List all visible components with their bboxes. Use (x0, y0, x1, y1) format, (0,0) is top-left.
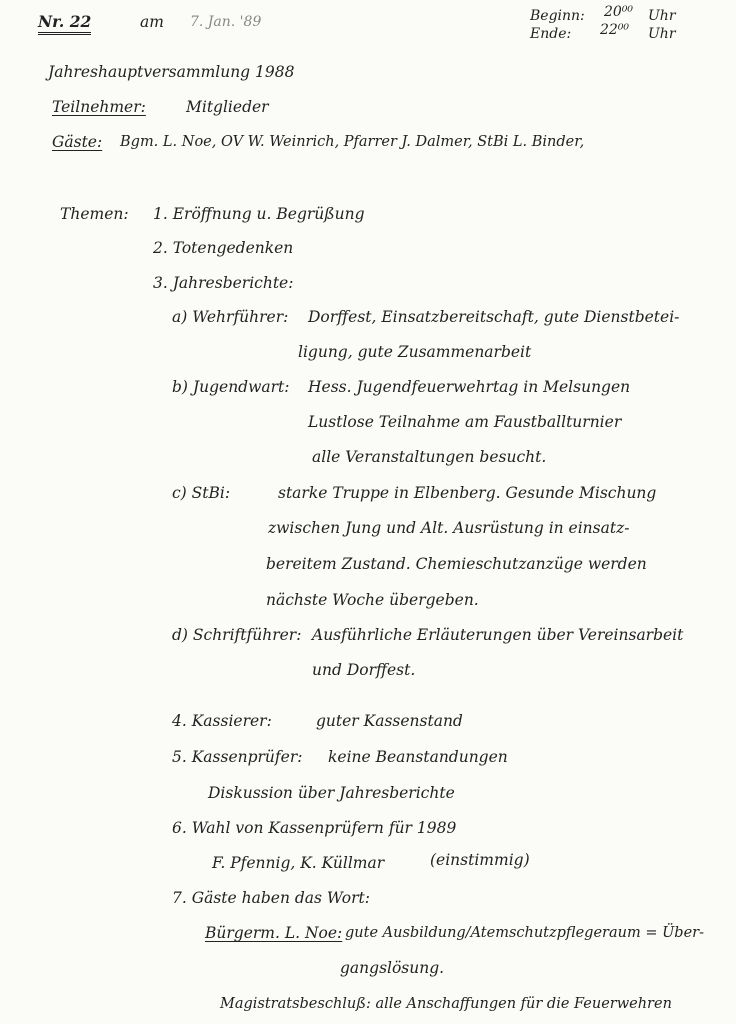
item-3b-line2: Lustlose Teilnahme am Faustballturnier (308, 413, 622, 431)
participants-label: Teilnehmer: (52, 98, 146, 116)
item-3b-line3: alle Veranstaltungen besucht. (312, 448, 547, 466)
guests-label: Gäste: (52, 133, 103, 151)
number-value: 22 (69, 12, 92, 31)
item-3: 3. Jahresberichte: (153, 274, 294, 292)
item-4-text: guter Kassenstand (316, 712, 463, 730)
ende-time: 22⁰⁰ (600, 22, 630, 38)
item-1: 1. Eröffnung u. Begrüßung (153, 205, 365, 223)
guests-value: Bgm. L. Noe, OV W. Weinrich, Pfarrer J. Dalmer, StBi L. Binder, (120, 134, 585, 150)
item-3d-label: d) Schriftführer: (172, 626, 302, 644)
item-3a-label: a) Wehrführer: (172, 308, 289, 326)
item-5-label: 5. Kassenprüfer: (172, 748, 303, 766)
item-3c-label: c) StBi: (172, 484, 231, 502)
item-3a-line1: Dorffest, Einsatzbereitschaft, gute Dienstbetei- (308, 308, 680, 326)
item-3a-line2: ligung, gute Zusammenarbeit (298, 343, 532, 361)
item-6: 6. Wahl von Kassenprüfern für 1989 (172, 819, 457, 837)
number-field (38, 12, 91, 35)
ende-unit: Uhr (648, 26, 676, 42)
item-3c-line1: starke Truppe in Elbenberg. Gesunde Mischung (278, 484, 657, 502)
item-3c-line4: nächste Woche übergeben. (266, 591, 479, 609)
item-3c-line3: bereitem Zustand. Chemieschutzanzüge werden (266, 555, 647, 573)
item-3b-line1: Hess. Jugendfeuerwehrtag in Melsungen (308, 378, 631, 396)
beginn-unit: Uhr (648, 8, 676, 24)
item-6-note: (einstimmig) (430, 851, 530, 869)
item-7b-line1: Magistratsbeschluß: alle Anschaffungen für die Feuerwehren (220, 996, 672, 1012)
beginn-time: 20⁰⁰ (604, 4, 634, 20)
themes-label: Themen: (60, 205, 129, 223)
date-value: 7. Jan. '89 (190, 14, 262, 30)
beginn-label: Beginn: (530, 8, 585, 24)
participants-value: Mitglieder (186, 98, 269, 116)
item-2: 2. Totengedenken (153, 239, 294, 257)
item-7a-label: Bürgerm. L. Noe: (205, 924, 343, 942)
item-4-label: 4. Kassierer: (172, 712, 272, 730)
item-5-text: keine Beanstandungen (328, 748, 508, 766)
meeting-title: Jahreshauptversammlung 1988 (48, 63, 295, 81)
item-3d-line2: und Dorffest. (312, 661, 416, 679)
ende-label: Ende: (530, 26, 572, 42)
item-7: 7. Gäste haben das Wort: (172, 889, 370, 907)
item-3b-label: b) Jugendwart: (172, 378, 290, 396)
am-label: am (140, 13, 164, 31)
item-7a-line1: gute Ausbildung/Atemschutzpflegeraum = Über- (345, 925, 704, 941)
item-5-line2: Diskussion über Jahresberichte (208, 784, 455, 802)
item-3c-line2: zwischen Jung und Alt. Ausrüstung in einsatz- (268, 519, 630, 537)
item-7a-line2: gangslösung. (340, 959, 445, 977)
item-6-line2: F. Pfennig, K. Küllmar (212, 854, 385, 872)
item-3d-line1: Ausführliche Erläuterungen über Vereinsarbeit (312, 626, 684, 644)
number-label: Nr. (38, 12, 65, 31)
